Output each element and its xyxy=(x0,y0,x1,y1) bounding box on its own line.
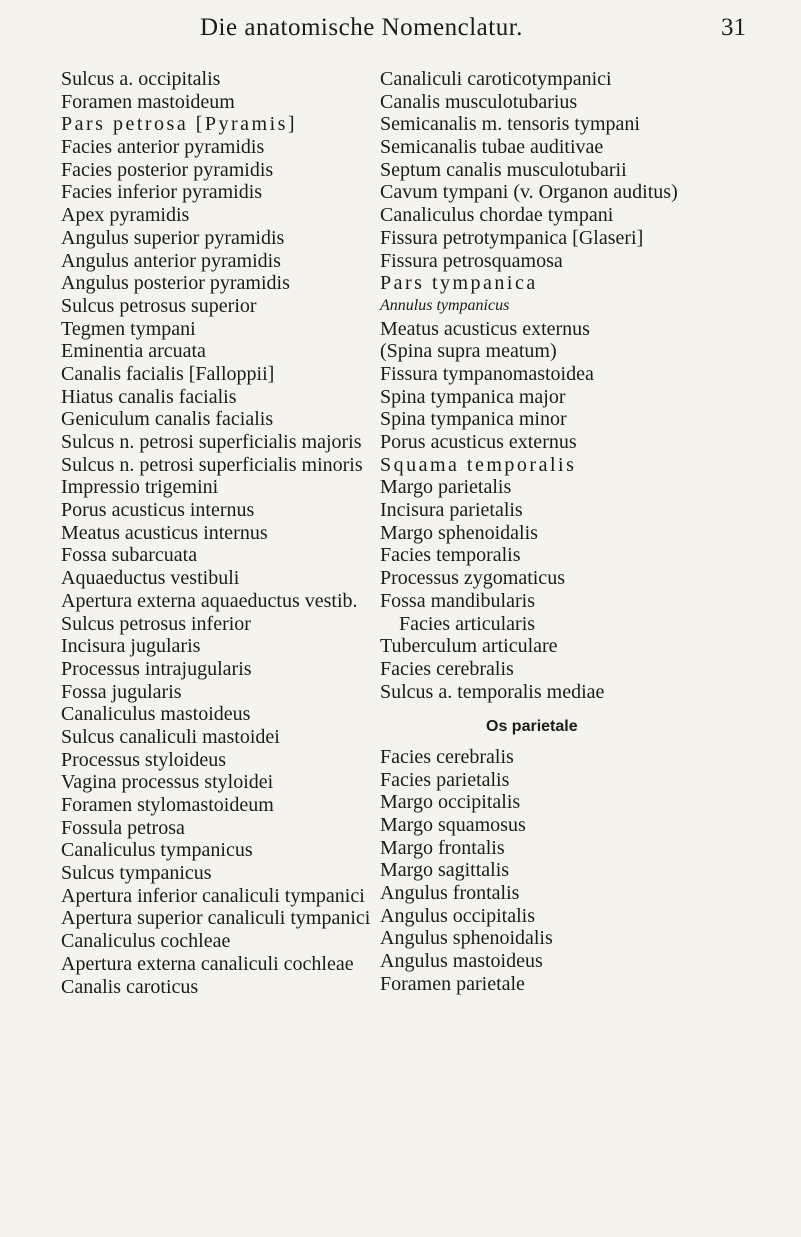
term-line: Apex pyramidis xyxy=(61,204,190,227)
term-line: Angulus superior pyramidis xyxy=(61,226,285,249)
term-line: Angulus frontalis xyxy=(380,882,520,905)
term-line: Sulcus a. occipitalis xyxy=(61,68,221,90)
term-line: Pars tympanica xyxy=(380,272,538,295)
term-line: Fissura petrotympanica [Glaseri] xyxy=(380,226,644,249)
term-line: Fissura tympanomastoidea xyxy=(380,362,594,385)
term-line: Hiatus canalis facialis xyxy=(61,385,237,408)
term-line: Vagina processus styloidei xyxy=(61,771,274,794)
term-line: Spina tympanica minor xyxy=(380,408,567,431)
term-line: Sulcus n. petrosi superficialis majoris xyxy=(61,431,362,453)
term-line: Canaliculus tympanicus xyxy=(61,839,253,862)
term-line: Facies temporalis xyxy=(380,544,521,567)
term-line: Sulcus petrosus inferior xyxy=(61,612,251,635)
term-line: Geniculum canalis facialis xyxy=(61,408,274,431)
term-line: Foramen parietale xyxy=(380,972,525,995)
term-line: Canaliculi caroticotympanici xyxy=(380,68,612,90)
term-line: Canaliculus mastoideus xyxy=(61,703,251,726)
term-line: (Spina supra meatum) xyxy=(380,340,557,363)
term-line: Septum canalis musculotubarii xyxy=(380,158,627,181)
term-line: Angulus occipitalis xyxy=(380,904,535,927)
term-line: Margo parietalis xyxy=(380,476,512,499)
page-header xyxy=(60,14,760,50)
term-line: Sulcus n. petrosi superficialis minoris xyxy=(61,453,363,476)
term-line: Incisura parietalis xyxy=(380,499,523,522)
term-line: Fissura petrosquamosa xyxy=(380,249,563,272)
term-line: Tuberculum articulare xyxy=(380,635,558,658)
term-line: Cavum tympani (v. Organon auditus) xyxy=(380,181,678,204)
term-line: Facies cerebralis xyxy=(380,745,514,768)
running-title: Die anatomische Nomenclatur. xyxy=(200,14,523,41)
term-line: Margo frontalis xyxy=(380,836,505,859)
term-line: Eminentia arcuata xyxy=(61,340,206,363)
term-line: Foramen stylomastoideum xyxy=(61,794,274,816)
term-line: Facies articularis xyxy=(399,612,536,635)
term-line: Angulus anterior pyramidis xyxy=(61,249,281,272)
term-line: Sulcus canaliculi mastoidei xyxy=(61,725,280,748)
term-line: Fossa mandibularis xyxy=(380,589,535,612)
term-line: Semicanalis tubae auditivae xyxy=(380,136,604,159)
term-line: Facies posterior pyramidis xyxy=(61,158,274,181)
term-line: Fossa subarcuata xyxy=(61,544,198,567)
right-column xyxy=(380,68,760,996)
term-line: Sulcus petrosus superior xyxy=(61,294,257,317)
term-line: Fossa jugularis xyxy=(61,680,182,703)
term-line: Meatus acusticus externus xyxy=(380,317,590,340)
term-line: Facies parietalis xyxy=(380,768,510,791)
term-line: Angulus sphenoidalis xyxy=(380,927,553,950)
term-line: Squama temporalis xyxy=(380,453,577,476)
term-line: Porus acusticus internus xyxy=(61,499,255,522)
left-column xyxy=(61,68,391,998)
term-line: Sulcus tympanicus xyxy=(61,862,212,885)
term-line: Sulcus a. temporalis mediae xyxy=(380,680,605,703)
term-line: Foramen mastoideum xyxy=(61,90,235,113)
term-line: Processus intrajugularis xyxy=(61,657,252,680)
term-line: Canaliculus chordae tympani xyxy=(380,204,614,227)
term-line: Angulus posterior pyramidis xyxy=(61,272,290,295)
term-line: Facies inferior pyramidis xyxy=(61,181,263,204)
term-line: Spina tympanica major xyxy=(380,385,566,408)
term-line: Apertura externa canaliculi cochleae xyxy=(61,952,354,975)
term-line: Annulus tympanicus xyxy=(380,296,510,314)
term-line: Margo occipitalis xyxy=(380,791,521,814)
page-number: 31 xyxy=(721,14,746,41)
term-line: Canalis facialis [Falloppii] xyxy=(61,362,275,385)
term-line: Facies anterior pyramidis xyxy=(61,136,265,159)
term-line: Apertura superior canaliculi tympanici xyxy=(61,907,371,930)
term-line: Processus styloideus xyxy=(61,748,226,771)
term-line: Canalis musculotubarius xyxy=(380,90,578,113)
term-line: Canaliculus cochleae xyxy=(61,930,231,953)
term-line: Processus zygomaticus xyxy=(380,567,565,590)
term-line: Semicanalis m. tensoris tympani xyxy=(380,113,640,136)
term-line: Porus acusticus externus xyxy=(380,431,577,453)
term-line: Angulus mastoideus xyxy=(380,950,543,973)
term-line: Aquaeductus vestibuli xyxy=(61,567,240,590)
term-line: Pars petrosa [Pyramis] xyxy=(61,113,298,136)
term-line: Tegmen tympani xyxy=(61,317,196,340)
term-line: Apertura externa aquaeductus vestib. xyxy=(61,589,358,612)
term-line: Fossula petrosa xyxy=(61,816,185,839)
term-line: Margo squamosus xyxy=(380,814,526,836)
term-line: Canalis caroticus xyxy=(61,975,199,998)
term-line: Margo sagittalis xyxy=(380,859,510,882)
term-line: Apertura inferior canaliculi tympanici xyxy=(61,884,365,907)
term-line: Margo sphenoidalis xyxy=(380,521,538,544)
section-heading: Os parietale xyxy=(486,718,578,736)
term-line: Meatus acusticus internus xyxy=(61,521,268,544)
term-line: Facies cerebralis xyxy=(380,657,514,680)
term-line: Incisura jugularis xyxy=(61,635,201,658)
term-line: Impressio trigemini xyxy=(61,476,219,499)
